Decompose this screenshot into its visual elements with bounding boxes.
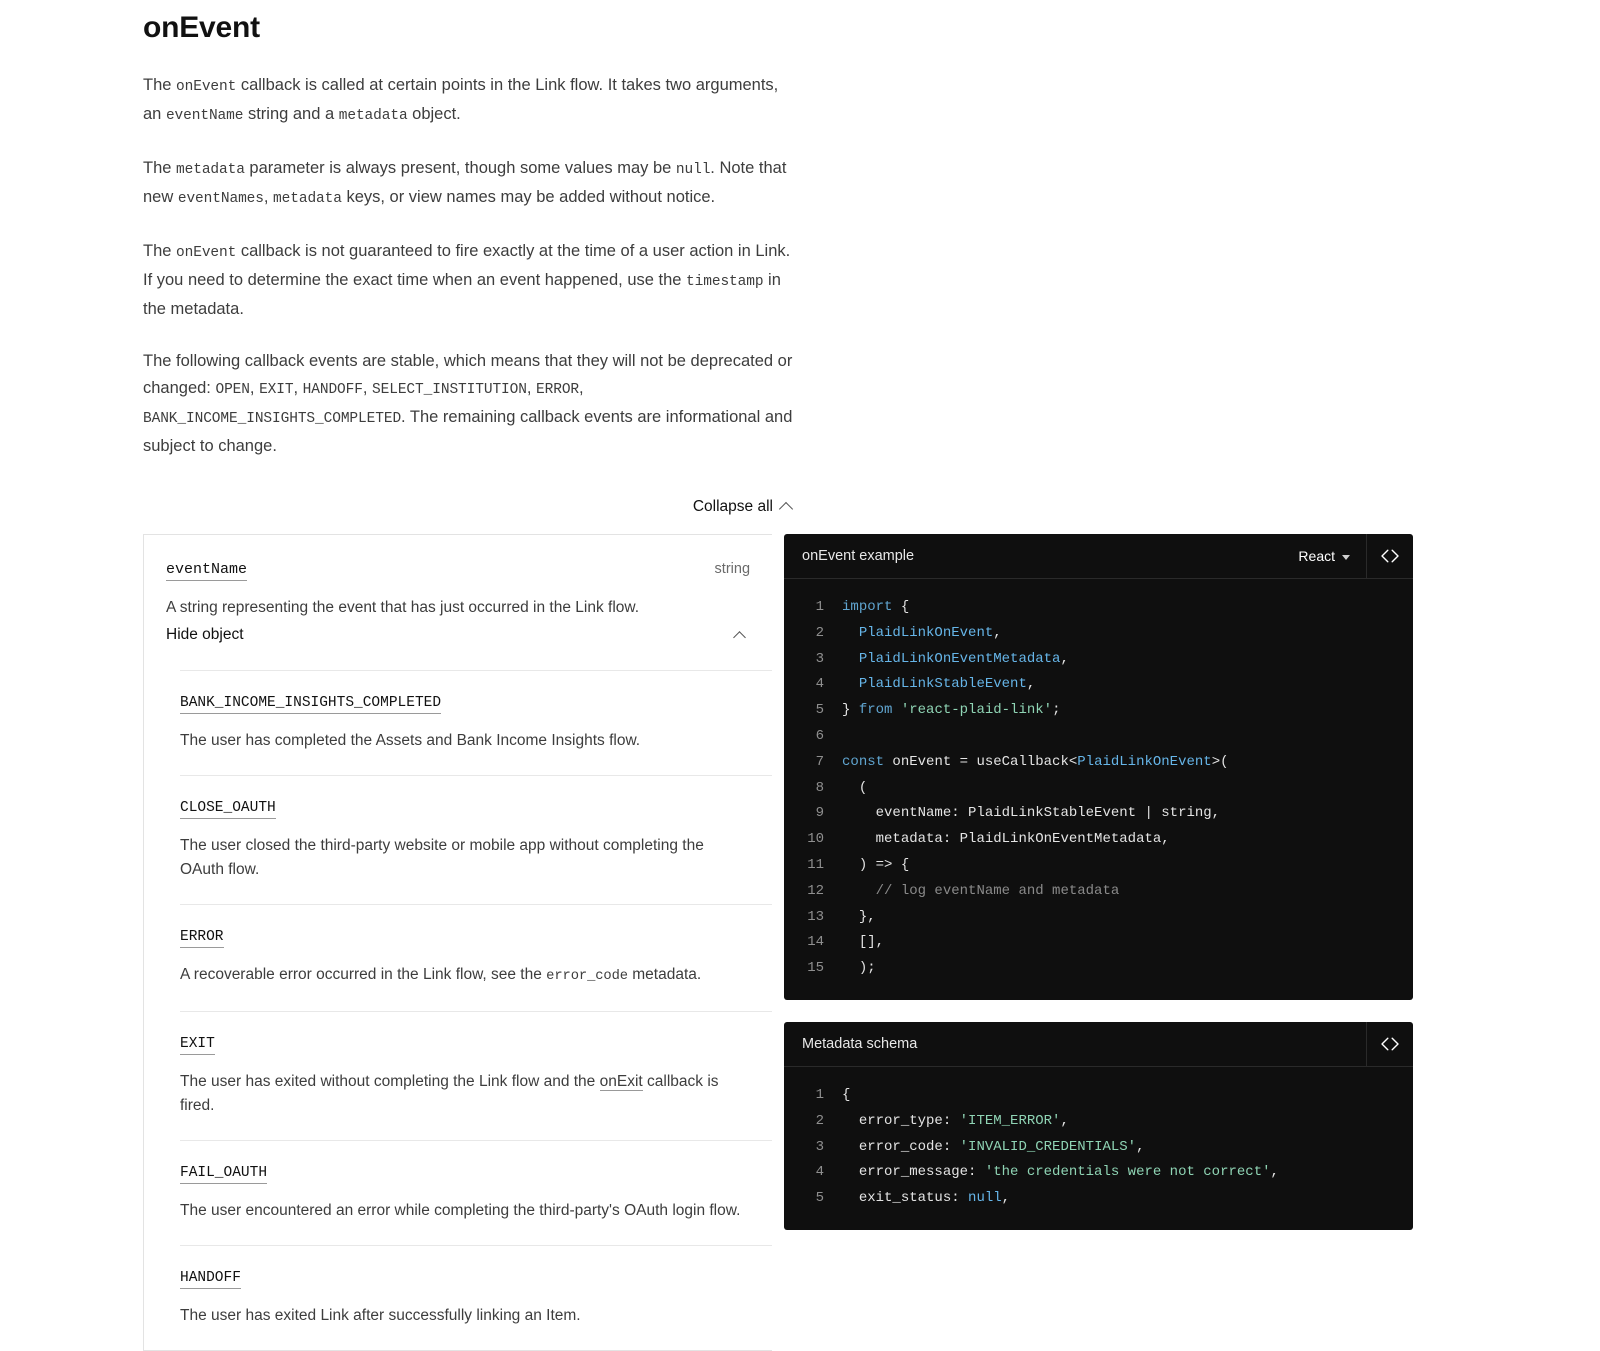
event-description <box>180 963 750 989</box>
code-token: error_type: <box>842 1112 960 1129</box>
inline-text: The <box>143 242 177 260</box>
code-line-number: 3 <box>815 650 825 667</box>
event-item <box>180 1140 772 1245</box>
code-line-text <box>842 930 1413 956</box>
inline-text: parameter is always present, though some values may be <box>244 159 676 177</box>
code-token: eventName: PlaidLinkStableEvent | string, <box>842 805 1221 822</box>
chevron-down-icon <box>1342 555 1350 560</box>
code-token: import <box>842 599 893 615</box>
parameter-header <box>166 561 750 581</box>
code-panel <box>784 534 1413 1000</box>
code-line-text <box>842 1109 1413 1135</box>
code-token: { <box>842 1086 851 1103</box>
code-line-number: 8 <box>815 779 825 796</box>
code-token: error_message: <box>842 1164 985 1181</box>
inline-code: ERROR <box>536 382 580 398</box>
code-token: , <box>1001 1190 1011 1207</box>
code-token: ); <box>842 960 876 977</box>
event-list <box>144 670 772 1350</box>
code-line <box>784 724 1413 750</box>
event-item <box>180 904 772 1011</box>
inline-text: , <box>263 188 274 206</box>
code-line-text <box>842 672 1413 698</box>
code-line-number: 5 <box>815 702 825 719</box>
code-panel-header <box>784 534 1413 579</box>
language-selector[interactable] <box>1282 548 1366 564</box>
code-line-number: 11 <box>807 856 825 873</box>
code-line <box>784 1109 1413 1135</box>
code-line-number: 1 <box>815 599 825 615</box>
hide-object-toggle[interactable]: Hide object <box>166 626 244 643</box>
code-line <box>784 1083 1413 1109</box>
code-line-text <box>842 827 1413 853</box>
code-token: , <box>1026 676 1036 693</box>
code-line-number: 5 <box>815 1190 825 1207</box>
inline-text: keys, or view names may be added without notice. <box>341 188 716 206</box>
inline-code: eventNames <box>177 191 264 207</box>
code-line <box>784 879 1413 905</box>
code-line-number: 2 <box>815 624 825 641</box>
code-line <box>784 750 1413 776</box>
event-name: EXIT <box>180 1036 215 1055</box>
code-line-text <box>842 1135 1413 1161</box>
code-token: ; <box>1052 702 1061 719</box>
code-line-text <box>842 879 1413 905</box>
event-description <box>180 729 750 753</box>
collapse-all-label: Collapse all <box>692 498 773 515</box>
event-description <box>180 1304 750 1328</box>
code-token: , <box>1136 1138 1145 1155</box>
event-name: CLOSE_OAUTH <box>180 800 276 819</box>
parameter-type: string <box>714 561 751 577</box>
code-line-text <box>842 1160 1413 1186</box>
inline-text: The <box>143 76 177 94</box>
code-line <box>784 1160 1413 1186</box>
code-line-number: 14 <box>807 934 825 951</box>
paragraph <box>143 348 793 460</box>
code-line-number: 13 <box>807 908 825 925</box>
inline-text: object. <box>407 105 461 123</box>
two-column-body <box>143 534 1413 1351</box>
code-token: { <box>892 599 910 615</box>
paragraph <box>143 155 793 213</box>
code-token: , <box>1060 650 1069 667</box>
code-line <box>784 905 1413 931</box>
code-line <box>784 827 1413 853</box>
hide-object-row[interactable] <box>166 626 750 644</box>
code-token <box>892 702 900 718</box>
inline-text: The <box>143 159 177 177</box>
code-token: 'ITEM_ERROR' <box>959 1112 1061 1129</box>
code-line <box>784 621 1413 647</box>
code-line-text <box>842 905 1413 931</box>
collapse-all-row <box>143 494 793 520</box>
inline-code: metadata <box>338 108 408 124</box>
event-name: ERROR <box>180 929 224 948</box>
code-token: } <box>842 702 859 719</box>
inline-text: callback is called at certain points in the Link flow. It takes two arguments, an <box>143 76 779 123</box>
code-token: 'the credentials were not correct' <box>984 1164 1271 1181</box>
code-token: , <box>1270 1164 1279 1181</box>
code-line <box>784 801 1413 827</box>
code-token: 'react-plaid-link' <box>900 702 1053 719</box>
code-line <box>784 1186 1413 1212</box>
content-wrapper <box>143 10 1413 1351</box>
code-line-number: 1 <box>815 1086 825 1103</box>
event-item <box>180 670 772 775</box>
inline-text: , <box>526 379 537 397</box>
inline-code: BANK_INCOME_INSIGHTS_COMPLETED <box>143 411 402 427</box>
inline-code: timestamp <box>686 274 764 290</box>
inline-code: metadata <box>176 162 245 178</box>
code-token: onEvent = useCallback< <box>884 753 1078 770</box>
code-panel-header <box>784 1022 1413 1067</box>
code-line <box>784 853 1413 879</box>
code-column <box>784 534 1413 1252</box>
event-item <box>180 1245 772 1350</box>
code-token: ( <box>842 779 868 796</box>
paragraph <box>143 72 793 130</box>
event-item <box>180 1011 772 1140</box>
event-name: FAIL_OAUTH <box>180 1165 267 1184</box>
code-token: error_code: <box>842 1138 960 1155</box>
inline-text: , <box>293 379 303 397</box>
code-line-number: 3 <box>815 1138 825 1155</box>
code-line-number: 6 <box>815 727 825 744</box>
code-token: metadata: PlaidLinkOnEventMetadata, <box>842 831 1170 848</box>
code-line-number: 15 <box>807 960 825 977</box>
inline-text: The user encountered an error while completing the third-party's OAuth login flow. <box>180 1202 741 1219</box>
code-body <box>784 579 1413 1000</box>
code-line-number: 12 <box>807 882 825 899</box>
inline-code: HANDOFF <box>302 382 363 398</box>
code-line-number: 4 <box>815 676 825 693</box>
code-line <box>784 647 1413 673</box>
inline-text: The user has exited Link after successfully linking an Item. <box>180 1307 581 1324</box>
inline-text: metadata. <box>627 966 702 983</box>
code-token: }, <box>842 908 876 925</box>
event-description <box>180 834 750 882</box>
event-description <box>180 1070 750 1118</box>
code-line-number: 9 <box>815 805 825 822</box>
inline-text: , <box>362 379 373 397</box>
inline-code: EXIT <box>259 382 294 398</box>
code-line-text <box>842 1186 1413 1212</box>
inline-text: The following callback events are stable, which means that they will not be deprecated or changed: <box>143 352 793 397</box>
code-line-text <box>842 956 1413 982</box>
code-brackets-icon[interactable] <box>1366 1022 1413 1066</box>
code-line <box>784 698 1413 724</box>
chevron-up-icon <box>779 502 793 516</box>
code-line-text <box>842 595 1413 621</box>
inline-code: metadata <box>273 191 342 207</box>
code-line-text <box>842 776 1413 802</box>
inline-text: The user has completed the Assets and Bank Income Insights flow. <box>180 732 641 749</box>
inline-text: . The remaining callback events are informational and subject to change. <box>143 408 793 455</box>
inline-text: A recoverable error occurred in the Link flow, see the <box>180 966 547 983</box>
inline-text: . Note that new <box>143 159 787 206</box>
code-token: // log eventName and metadata <box>842 882 1120 899</box>
code-token: PlaidLinkOnEvent <box>1077 753 1212 770</box>
intro-prose <box>143 72 793 460</box>
inline-code: onEvent <box>176 245 237 261</box>
code-line-text <box>842 801 1413 827</box>
code-line-text <box>842 750 1413 776</box>
collapse-all-button[interactable] <box>691 494 793 520</box>
inline-link[interactable]: onExit <box>599 1073 643 1090</box>
event-name: BANK_INCOME_INSIGHTS_COMPLETED <box>180 695 441 714</box>
inline-code: onEvent <box>176 79 237 95</box>
code-line <box>784 956 1413 982</box>
inline-text: , <box>579 379 584 397</box>
code-token: , <box>1060 1112 1069 1129</box>
code-line <box>784 595 1413 621</box>
code-body <box>784 1067 1413 1230</box>
code-token: exit_status: <box>842 1190 969 1207</box>
parameter-panel <box>143 534 772 1351</box>
code-line-number: 2 <box>815 1112 825 1129</box>
code-token: ) => { <box>842 856 910 873</box>
code-token: [], <box>842 934 885 951</box>
code-line-text <box>842 621 1413 647</box>
event-item <box>180 775 772 904</box>
inline-text: The user has exited without completing the Link flow and the <box>180 1073 600 1090</box>
code-line-text <box>842 1083 1413 1109</box>
code-token: 'INVALID_CREDENTIALS' <box>959 1138 1137 1155</box>
code-token: PlaidLinkOnEventMetadata <box>842 650 1061 667</box>
code-panel-title: onEvent example <box>802 548 915 564</box>
paragraph <box>143 238 793 323</box>
code-line-text <box>842 647 1413 673</box>
inline-code: error_code <box>546 969 628 984</box>
parameter-eventname <box>144 535 772 664</box>
inline-text: , <box>249 379 260 397</box>
code-panel-actions <box>1282 534 1413 578</box>
inline-text: in the metadata. <box>143 271 781 318</box>
chevron-up-icon <box>733 631 746 644</box>
code-line-number: 10 <box>807 831 825 848</box>
inline-code: OPEN <box>215 382 250 398</box>
code-panel-title: Metadata schema <box>802 1035 918 1052</box>
code-token: >( <box>1211 753 1229 770</box>
parameter-name: eventName <box>166 561 247 581</box>
code-token: null <box>968 1190 1002 1207</box>
parameter-description: A string representing the event that has just occurred in the Link flow. <box>166 599 640 616</box>
inline-text: callback is not guaranteed to fire exactly at the time of a user action in Link. If you need to determine the exact time when an event happened, use the <box>143 242 791 289</box>
code-line-text <box>842 698 1413 724</box>
code-line-text <box>842 724 1413 750</box>
inline-code: eventName <box>165 108 244 124</box>
code-panel-actions <box>1366 1022 1413 1066</box>
page-title: onEvent <box>143 11 260 44</box>
code-line <box>784 672 1413 698</box>
event-description <box>180 1199 750 1223</box>
code-panel <box>784 1022 1413 1230</box>
code-line-number: 7 <box>815 753 825 770</box>
code-token: , <box>993 624 1002 641</box>
code-token: const <box>842 753 885 770</box>
code-line <box>784 1135 1413 1161</box>
inline-text: The user closed the third-party website or mobile app without completing the OAuth flow. <box>180 837 704 878</box>
code-line-text <box>842 853 1413 879</box>
code-token: PlaidLinkOnEvent <box>842 624 994 641</box>
documentation-page <box>0 10 1600 1351</box>
code-line <box>784 930 1413 956</box>
code-token: PlaidLinkStableEvent <box>842 676 1027 693</box>
code-brackets-icon[interactable] <box>1366 534 1413 578</box>
code-line-number: 4 <box>815 1164 825 1181</box>
inline-text: string and a <box>243 105 339 123</box>
inline-code: null <box>675 162 711 178</box>
event-name: HANDOFF <box>180 1270 241 1289</box>
language-label: React <box>1298 548 1335 564</box>
inline-code: SELECT_INSTITUTION <box>372 382 527 398</box>
code-token: from <box>858 702 893 719</box>
code-line <box>784 776 1413 802</box>
inline-text: callback is fired. <box>180 1073 719 1114</box>
